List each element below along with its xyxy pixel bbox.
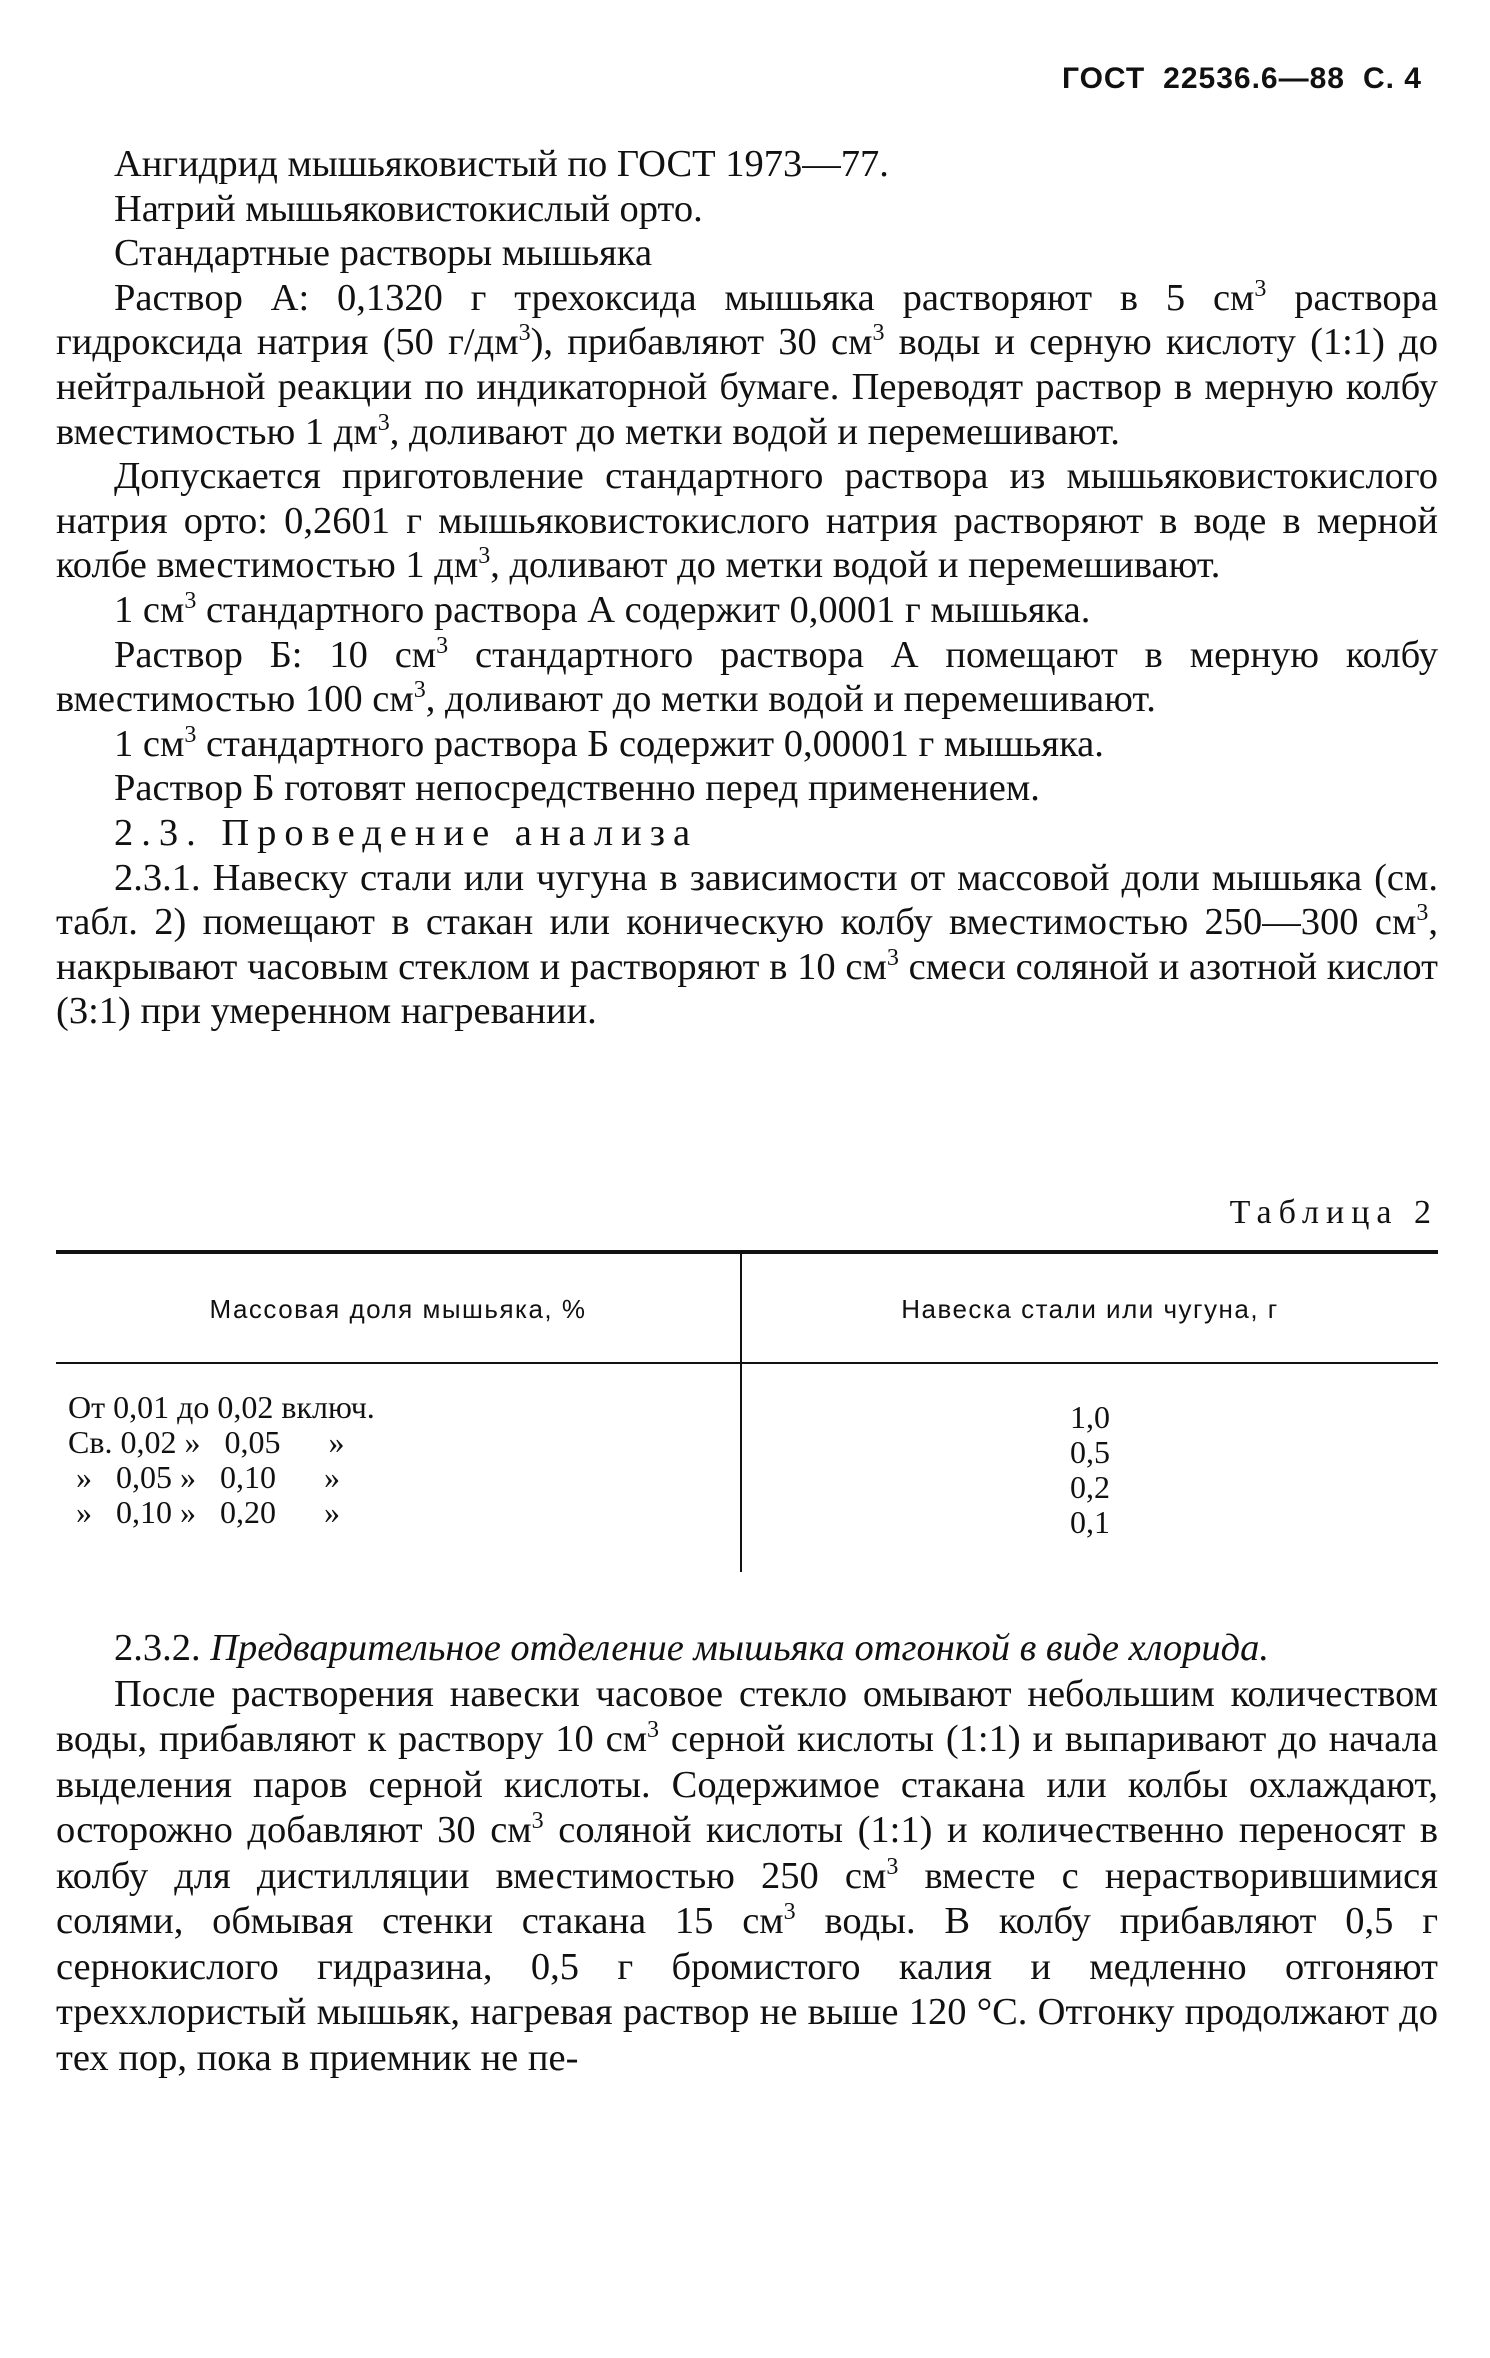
prep-b-paragraph: Раствор Б готовят непосредственно перед применением. bbox=[114, 767, 1040, 810]
paragraph-2-3-1: 2.3.1. Навеску стали или чугуна в зависимости от массовой доли мышьяка (см. табл. 2) помещают в стакан или коническую колбу вместимостью 250—300 $см^3$, накрывают часовым стеклом и растворяют в 10 $см^3$ смеси соляной и азотной кислот (3:1) при умеренном нагревании. bbox=[56, 856, 1438, 1033]
paragraph: Стандартные растворы мышьяка bbox=[114, 232, 653, 275]
body-text-bottom bbox=[56, 1626, 1438, 2081]
content-b-paragraph: 1 $см^3$ стандартного раствора Б содержит 0,00001 г мышьяка. bbox=[114, 721, 1104, 765]
gost-label: ГОСТ bbox=[1061, 62, 1146, 95]
standard-number: 22536.6—88 bbox=[1163, 62, 1345, 95]
table-header-mass-fraction: Массовая доля мышьяка, % bbox=[209, 1294, 587, 1324]
section-heading: 2.3. Проведение анализа bbox=[114, 811, 699, 854]
solution-b-paragraph: Раствор Б: 10 $см^3$ стандартного раствора А помещают в мерную колбу вместимостью 100 $см^3$, доливают до метки водой и перемешивают. bbox=[56, 632, 1438, 721]
table-cell: » 0,10 » 0,20 » bbox=[68, 1494, 340, 1530]
body-text-top bbox=[56, 142, 1438, 1034]
table-cell: От 0,01 до 0,02 включ. bbox=[68, 1389, 375, 1425]
table-column-sample-weight bbox=[742, 1400, 1438, 1540]
table-cell: 0,1 bbox=[1070, 1504, 1110, 1540]
page-number: С. 4 bbox=[1362, 62, 1422, 95]
paragraph: Ангидрид мышьяковистый по ГОСТ 1973—77. bbox=[114, 143, 889, 185]
table-label: Таблица 2 bbox=[1229, 1194, 1438, 1231]
paragraph-after-dissolution: После растворения навески часовое стекло омывают небольшим количеством воды, прибавляют к раствору 10 $см^3$ серной кислоты (1:1) и выпаривают до начала выделения паров серной кислоты. Содержимое стакана или колбы охлаждают, осторожно добавляют 30 $см^3$ соляной кислоты (1:1) и количественно переносят в колбу для дистилляции вместимостью 250 $см^3$ вместе с нерастворившимися солями, обмывая стенки стакана 15 $см^3$ воды. В колбу прибавляют 0,5 г сернокислого гидразина, 0,5 г бромистого калия и медленно отгоняют трехxлористый мышьяк, нагревая раствор не выше 120 °С. Отгонку продолжают до тех пор, пока в приемник не пе- bbox=[56, 1672, 1439, 2079]
page-header bbox=[1044, 62, 1422, 96]
table-cell: 0,2 bbox=[1070, 1469, 1110, 1505]
content-a-paragraph: 1 $см^3$ стандартного раствора А содержит 0,0001 г мышьяка. bbox=[114, 587, 1091, 631]
table-cell: Св. 0,02 » 0,05 » bbox=[68, 1424, 345, 1460]
table-header-rule bbox=[56, 1362, 1438, 1364]
paragraph: Натрий мышьяковистокислый орто. bbox=[114, 187, 703, 230]
table-cell: 0,5 bbox=[1070, 1434, 1110, 1470]
table-header-sample-weight: Навеска стали или чугуна, г bbox=[901, 1294, 1279, 1324]
table-column-mass-fraction bbox=[68, 1390, 375, 1530]
table-cell: » 0,05 » 0,10 » bbox=[68, 1459, 340, 1495]
allowed-paragraph: Допускается приготовление стандартного раствора из мышьяковистокислого натрия орто: 0,2601 г мышьяковистокислого натрия растворяют в воде в мерной колбе вместимостью 1 $дм^3$, доливают до метки водой и перемешивают. bbox=[56, 455, 1438, 587]
table-2 bbox=[56, 1242, 1438, 1578]
paragraph-2-3-2-title: 2.3.2. Предварительное отделение мышьяка отгонкой в виде хлорида. bbox=[114, 1627, 1269, 1669]
table-top-rule bbox=[56, 1250, 1438, 1254]
solution-a-paragraph: Раствор А: 0,1320 г трехоксида мышьяка растворяют в 5 $см^3$ раствора гидроксида натрия (50 $г/дм^3$), прибавляют 30 $см^3$ воды и серную кислоту (1:1) до нейтральной реакции по индикаторной бумаге. Переводят раствор в мерную колбу вместимостью 1 $дм^3$, доливают до метки водой и перемешивают. bbox=[56, 275, 1438, 453]
table-cell: 1,0 bbox=[1070, 1399, 1110, 1435]
